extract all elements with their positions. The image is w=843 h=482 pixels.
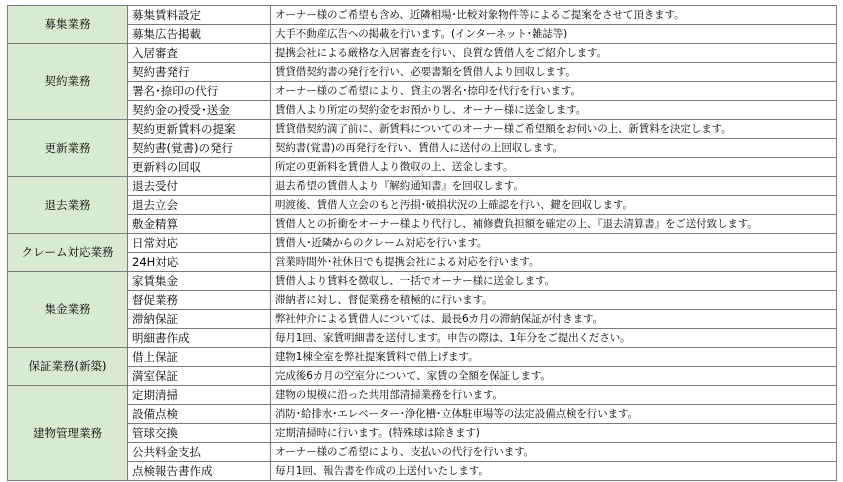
service-item-cell: 入居審査 xyxy=(128,44,271,63)
table-row xyxy=(8,253,837,272)
service-description-cell: 建物の規模に沿った共用部清掃業務を行います。 xyxy=(271,386,837,405)
service-description-cell: 賃借人･近隣からのクレーム対応を行います。 xyxy=(271,234,837,253)
service-description-cell: 明渡後、賃借人立会のもと汚損･破損状況の上確認を行い、鍵を回収します。 xyxy=(271,196,837,215)
service-item-cell: 設備点検 xyxy=(128,405,271,424)
table-row xyxy=(8,120,837,139)
service-item-cell: 点検報告書作成 xyxy=(128,462,271,481)
service-description-cell: 毎月1回、家賃明細書を送付します。申告の際は、1年分をご提出ください。 xyxy=(271,329,837,348)
table-row xyxy=(8,348,837,367)
table-row xyxy=(8,443,837,462)
service-item-cell: 定期清掃 xyxy=(128,386,271,405)
service-item-cell: 滞納保証 xyxy=(128,310,271,329)
table-row xyxy=(8,139,837,158)
service-description-cell: 賃借人より所定の契約金をお預かりし、オーナー様に送金します。 xyxy=(271,101,837,120)
service-item-cell: 公共料金支払 xyxy=(128,443,271,462)
category-cell: 契約業務 xyxy=(8,44,128,120)
service-item-cell: 署名･捺印の代行 xyxy=(128,82,271,101)
category-cell: 建物管理業務 xyxy=(8,386,128,481)
services-table xyxy=(7,5,837,481)
table-row xyxy=(8,329,837,348)
service-item-cell: 家賃集金 xyxy=(128,272,271,291)
table-row xyxy=(8,291,837,310)
service-item-cell: 契約更新賃料の提案 xyxy=(128,120,271,139)
service-description-cell: 賃貸借契約満了前に、新賃料についてのオーナー様ご希望額をお伺いの上、新賃料を決定します。 xyxy=(271,120,837,139)
service-description-cell: 営業時間外･社休日でも提携会社による対応を行います。 xyxy=(271,253,837,272)
service-item-cell: 明細書作成 xyxy=(128,329,271,348)
table-row xyxy=(8,405,837,424)
service-item-cell: 満室保証 xyxy=(128,367,271,386)
category-cell: 保証業務(新築) xyxy=(8,348,128,386)
category-cell: クレーム対応業務 xyxy=(8,234,128,272)
table-row xyxy=(8,6,837,25)
table-row xyxy=(8,158,837,177)
table-row xyxy=(8,177,837,196)
table-row xyxy=(8,386,837,405)
table-row xyxy=(8,424,837,443)
service-item-cell: 契約金の授受･送金 xyxy=(128,101,271,120)
service-item-cell: 日常対応 xyxy=(128,234,271,253)
service-description-cell: 退去希望の賃借人より『解約通知書』を回収します。 xyxy=(271,177,837,196)
service-item-cell: 募集賃料設定 xyxy=(128,6,271,25)
services-table-body xyxy=(8,6,837,481)
service-item-cell: 退去受付 xyxy=(128,177,271,196)
service-description-cell: 毎月1回、報告書を作成の上送付いたします。 xyxy=(271,462,837,481)
service-description-cell: 定期清掃時に行います。(特殊球は除きます) xyxy=(271,424,837,443)
service-description-cell: オーナー様のご希望により、貸主の署名･捺印を代行を行います。 xyxy=(271,82,837,101)
service-item-cell: 契約書(覚書)の発行 xyxy=(128,139,271,158)
table-row xyxy=(8,82,837,101)
service-item-cell: 募集広告掲載 xyxy=(128,25,271,44)
table-row xyxy=(8,196,837,215)
table-row xyxy=(8,101,837,120)
service-description-cell: 賃借人より賃料を徴収し、一括でオーナー様に送金します。 xyxy=(271,272,837,291)
service-item-cell: 借上保証 xyxy=(128,348,271,367)
table-row xyxy=(8,25,837,44)
service-description-cell: 大手不動産広告への掲載を行います。(インターネット･雑誌等) xyxy=(271,25,837,44)
category-cell: 退去業務 xyxy=(8,177,128,234)
service-description-cell: オーナー様のご希望により、支払いの代行を行います。 xyxy=(271,443,837,462)
table-row xyxy=(8,44,837,63)
service-item-cell: 管球交換 xyxy=(128,424,271,443)
service-description-cell: 建物1棟全室を弊社提案賃料で借上げます。 xyxy=(271,348,837,367)
service-item-cell: 契約書発行 xyxy=(128,63,271,82)
service-description-cell: 所定の更新料を賃借人より徴収の上、送金します。 xyxy=(271,158,837,177)
service-item-cell: 督促業務 xyxy=(128,291,271,310)
table-row xyxy=(8,215,837,234)
service-description-cell: 弊社仲介による賃借人については、最長6カ月の滞納保証が付きます。 xyxy=(271,310,837,329)
table-row xyxy=(8,310,837,329)
service-description-cell: 滞納者に対し、督促業務を積極的に行います。 xyxy=(271,291,837,310)
category-cell: 更新業務 xyxy=(8,120,128,177)
table-row xyxy=(8,234,837,253)
service-description-cell: 完成後6カ月の空室分について、家賃の全額を保証します。 xyxy=(271,367,837,386)
service-description-cell: 契約書(覚書)の再発行を行い、賃借人に送付の上回収します。 xyxy=(271,139,837,158)
service-description-cell: オーナー様のご希望も含め、近隣相場･比較対象物件等によるご提案をさせて頂きます。 xyxy=(271,6,837,25)
service-item-cell: 敷金精算 xyxy=(128,215,271,234)
table-row xyxy=(8,367,837,386)
service-description-cell: 消防･給排水･エレベーター･浄化槽･立体駐車場等の法定設備点検を行います。 xyxy=(271,405,837,424)
category-cell: 募集業務 xyxy=(8,6,128,44)
category-cell: 集金業務 xyxy=(8,272,128,348)
service-item-cell: 24H対応 xyxy=(128,253,271,272)
service-description-cell: 提携会社による厳格な入居審査を行い、良質な賃借人をご紹介します。 xyxy=(271,44,837,63)
service-item-cell: 退去立会 xyxy=(128,196,271,215)
table-row xyxy=(8,462,837,481)
service-item-cell: 更新料の回収 xyxy=(128,158,271,177)
table-row xyxy=(8,272,837,291)
service-description-cell: 賃借人との折衝をオーナー様より代行し、補修費負担額を確定の上、『退去清算書』をご送付致します。 xyxy=(271,215,837,234)
service-description-cell: 賃貸借契約書の発行を行い、必要書類を賃借人より回収します。 xyxy=(271,63,837,82)
table-row xyxy=(8,63,837,82)
